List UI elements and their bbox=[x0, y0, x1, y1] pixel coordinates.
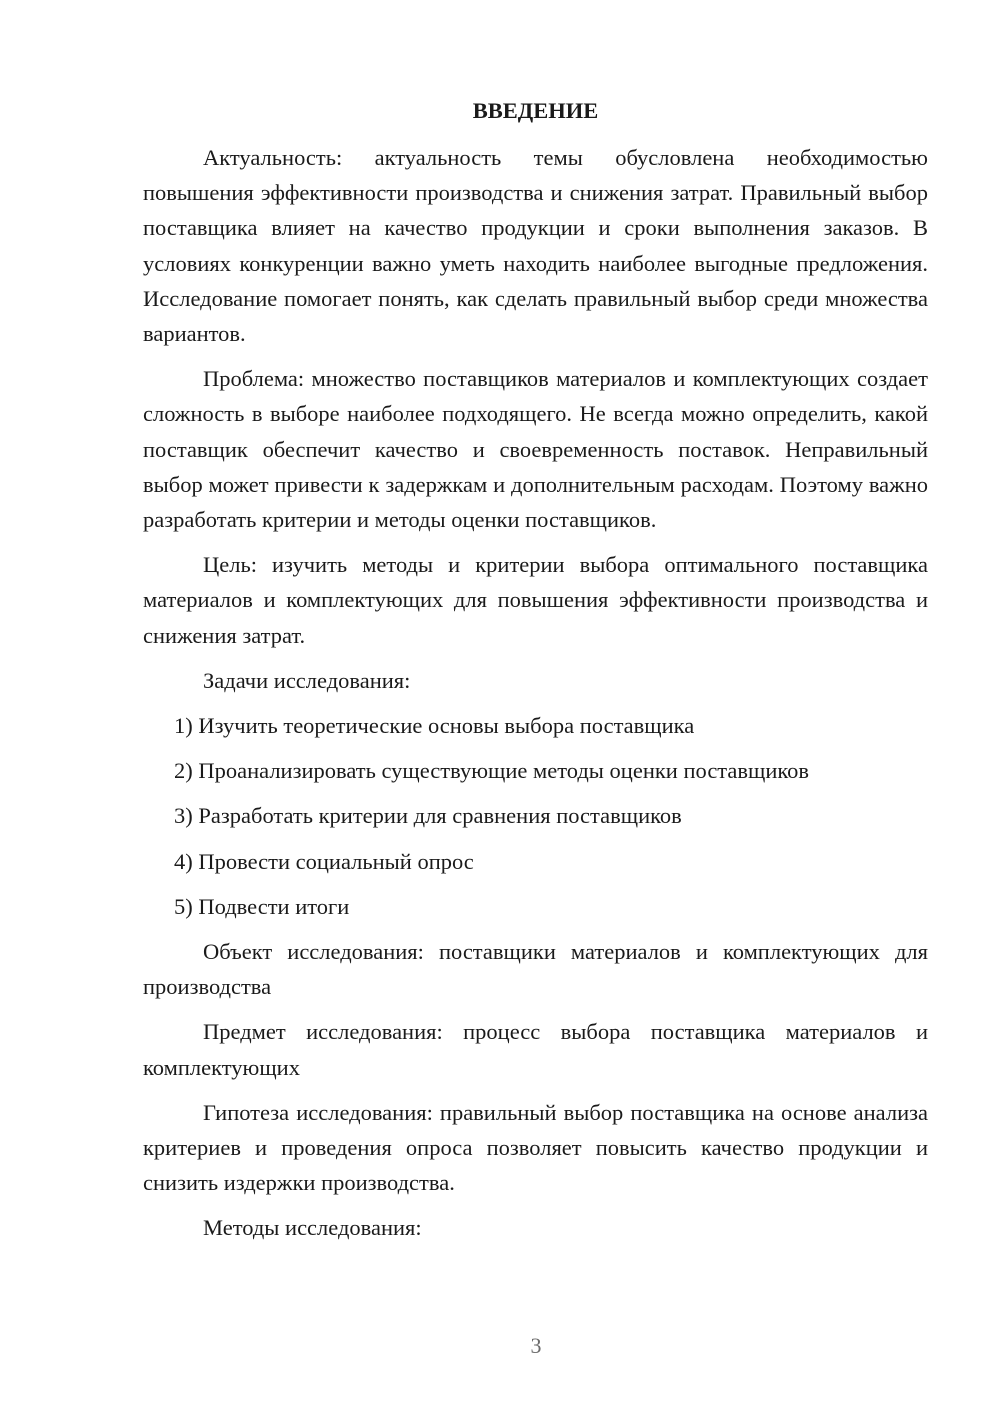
page-number: 3 bbox=[530, 1333, 542, 1358]
paragraph-hypothesis: Гипотеза исследования: правильный выбор поставщика на основе анализа критериев и проведения опроса позволяет повысить качество продукции и снизить издержки производства. bbox=[143, 1099, 928, 1196]
paragraph-problem: Проблема: множество поставщиков материалов и комплектующих создает сложность в выборе наиболее подходящего. Не всегда можно определить, какой поставщик обеспечит качество и своевременность поставок. Неправильный выбор может привести к задержкам и дополнительным расходам. Поэтому важно разработать критерии и методы оценки поставщиков. bbox=[143, 366, 928, 533]
paragraph-object: Объект исследования: поставщики материалов и комплектующих для производства bbox=[143, 939, 928, 1000]
tasks-title: Задачи исследования: bbox=[203, 667, 411, 693]
paragraph-relevance: Актуальность: актуальность темы обусловлена необходимостью повышения эффективности производства и снижения затрат. Правильный выбор поставщика влияет на качество продукции и сроки выполнения заказов. В условиях конкуренции важно уметь находить наиболее выгодные предложения. Исследование помогает понять, как сделать правильный выбор среди множества вариантов. bbox=[143, 145, 928, 347]
list-item: 1) Изучить теоретические основы выбора поставщика bbox=[174, 713, 695, 739]
paragraph-methods: Методы исследования: bbox=[203, 1215, 422, 1241]
page-content bbox=[143, 95, 928, 1246]
tasks-list bbox=[143, 708, 928, 924]
section-heading: ВВЕДЕНИЕ bbox=[472, 98, 599, 123]
paragraph-goal: Цель: изучить методы и критерии выбора оптимального поставщика материалов и комплектующих для повышения эффективности производства и снижения затрат. bbox=[143, 552, 928, 648]
paragraph-subject: Предмет исследования: процесс выбора поставщика материалов и комплектующих bbox=[143, 1019, 928, 1080]
list-item: 4) Провести социальный опрос bbox=[174, 848, 474, 874]
list-item: 2) Проанализировать существующие методы оценки поставщиков bbox=[174, 758, 810, 784]
list-item: 5) Подвести итоги bbox=[174, 893, 350, 919]
list-item: 3) Разработать критерии для сравнения поставщиков bbox=[174, 803, 682, 829]
